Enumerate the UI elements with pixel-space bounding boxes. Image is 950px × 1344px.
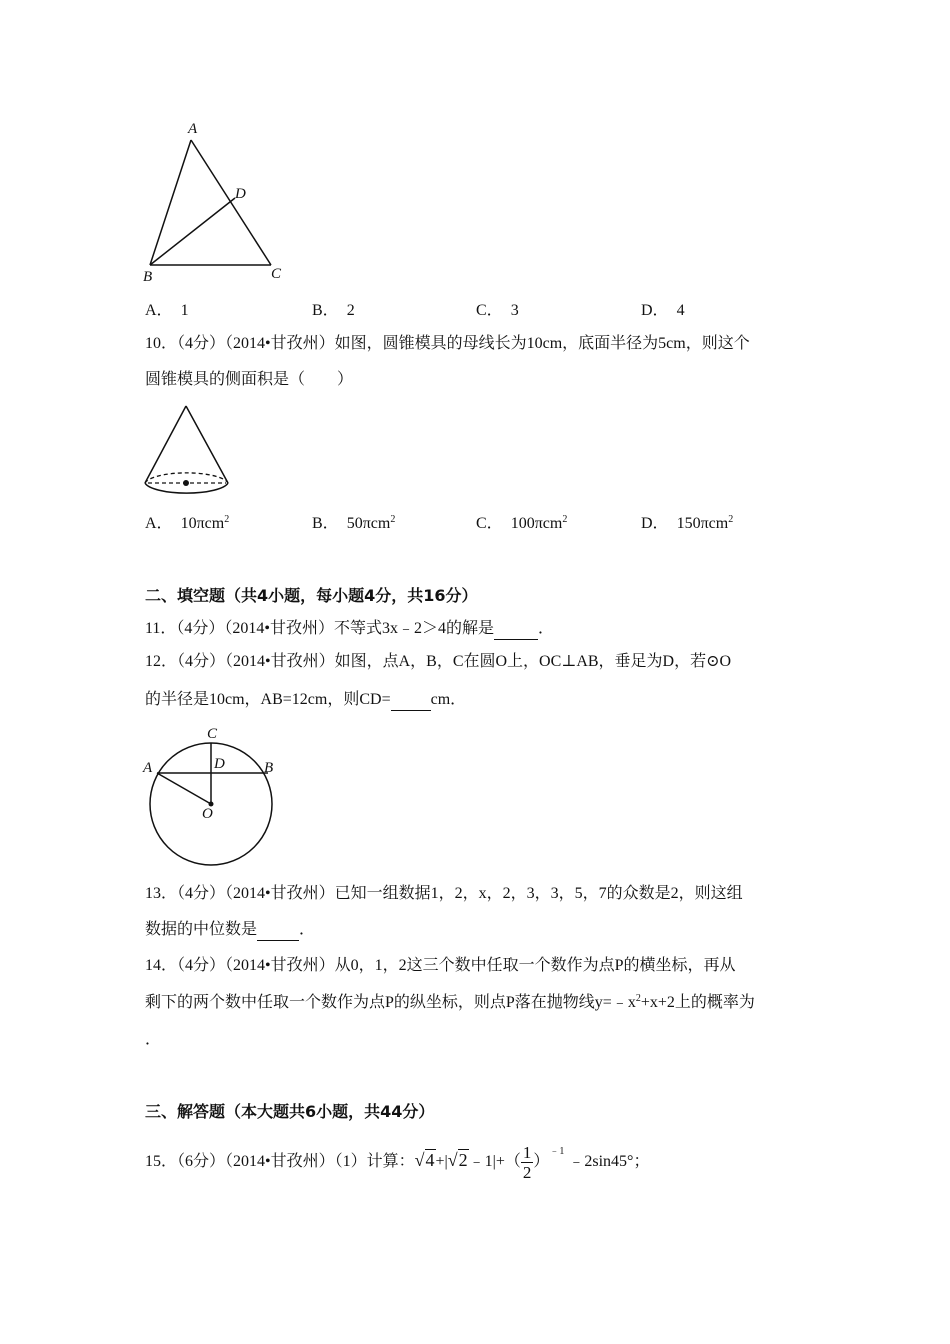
label-a: A xyxy=(143,760,153,776)
option-key: B． xyxy=(312,302,339,319)
option-value: 3 xyxy=(510,302,519,319)
cone-figure xyxy=(140,400,235,505)
cone-slant-left xyxy=(145,406,186,483)
option-key: C． xyxy=(476,302,503,319)
option-key: A． xyxy=(145,302,173,319)
sqrt-expression: √2 xyxy=(447,1150,468,1170)
q9-option-d xyxy=(641,301,685,321)
q15-line xyxy=(145,1142,649,1182)
option-value: 10πcm xyxy=(180,515,225,532)
fraction-denominator: 2 xyxy=(522,1162,532,1182)
section-3-title: 三、解答题（本大题共6小题，共44分） xyxy=(145,1102,435,1121)
triangle-side-ac xyxy=(191,140,271,265)
triangle-figure xyxy=(138,115,298,290)
option-exponent: 2 xyxy=(562,514,568,525)
option-value: 1 xyxy=(180,302,189,319)
radicand: 2 xyxy=(458,1150,468,1170)
radicand: 4 xyxy=(425,1150,435,1170)
label-b: B xyxy=(264,760,274,776)
q11-line xyxy=(145,619,554,640)
paren-close: ） xyxy=(533,1153,550,1170)
q10-option-a xyxy=(145,514,229,534)
exponent: ﹣1 xyxy=(549,1146,565,1157)
q9-option-a xyxy=(145,301,189,321)
option-key: D． xyxy=(641,302,669,319)
q9-option-c xyxy=(476,301,519,321)
label-o: O xyxy=(202,806,213,822)
q14-line3: ． xyxy=(145,1031,162,1048)
label-b: B xyxy=(143,269,153,285)
section-2-title: 二、填空题（共4小题，每小题4分，共16分） xyxy=(145,586,478,605)
segment-ao xyxy=(157,773,211,804)
sqrt-expression: √4 xyxy=(414,1150,435,1170)
option-value: 100πcm xyxy=(510,515,563,532)
q13-line2-pre: 数据的中位数是 xyxy=(145,921,258,938)
label-a: A xyxy=(188,121,198,137)
q14-exponent: 2 xyxy=(635,993,641,1004)
q12-line2-pre: 的半径是10cm，AB=12cm，则CD= xyxy=(145,691,391,708)
option-value: 4 xyxy=(676,302,685,319)
option-value: 2 xyxy=(346,302,355,319)
cone-slant-right xyxy=(186,406,228,483)
q10-option-b xyxy=(312,514,395,534)
triangle-side-ab xyxy=(150,140,191,265)
fraction xyxy=(521,1143,534,1182)
q13-line2 xyxy=(145,920,315,941)
option-key: C． xyxy=(476,515,503,532)
answer-blank[interactable] xyxy=(257,920,299,941)
label-d: D xyxy=(214,756,225,772)
q15-prefix: 15．（6分）（2014•甘孜州）（1）计算： xyxy=(145,1153,415,1170)
circle-figure xyxy=(140,722,285,867)
q14-line2 xyxy=(145,993,755,1013)
answer-blank[interactable] xyxy=(391,690,431,711)
segment-bd xyxy=(150,198,235,265)
q14-line2-post: +x+2上的概率为 xyxy=(640,994,755,1011)
plus-abs: +| xyxy=(435,1153,448,1170)
label-c: C xyxy=(271,266,282,282)
q12-line2 xyxy=(145,690,466,711)
q12-line1: 12．（4分）（2014•甘孜州）如图，点A，B，C在圆O上，OC⊥AB，垂足为D，若⊙O xyxy=(145,653,732,670)
q13-line1: 13．（4分）（2014•甘孜州）已知一组数据1，2，x，2，3，3，5，7的众数是2，则这组 xyxy=(145,885,743,902)
option-exponent: 2 xyxy=(728,514,734,525)
q10-line1: 10．（4分）（2014•甘孜州）如图，圆锥模具的母线长为10cm，底面半径为5cm，则这个 xyxy=(145,335,750,352)
q15-tail: ﹣2sin45°； xyxy=(568,1153,650,1170)
option-exponent: 2 xyxy=(224,514,230,525)
label-d: D xyxy=(235,186,246,202)
q12-line2-post: cm． xyxy=(430,691,467,708)
option-value: 50πcm xyxy=(346,515,391,532)
option-key: D． xyxy=(641,515,669,532)
answer-blank[interactable] xyxy=(494,619,538,640)
q14-line2-pre: 剩下的两个数中任取一个数作为点P的纵坐标，则点P落在抛物线y=﹣x xyxy=(145,994,636,1011)
option-key: B． xyxy=(312,515,339,532)
abs-rest: ﹣1|+（ xyxy=(468,1153,521,1170)
q9-option-b xyxy=(312,301,355,321)
label-c: C xyxy=(207,726,218,742)
q11-text: 11．（4分）（2014•甘孜州）不等式3x﹣2＞4的解是 xyxy=(145,620,495,637)
option-key: A． xyxy=(145,515,173,532)
cone-center-dot xyxy=(183,480,189,486)
option-value: 150πcm xyxy=(676,515,729,532)
q11-end: ． xyxy=(538,620,555,637)
q10-option-c xyxy=(476,514,567,534)
q10-line2: 圆锥模具的侧面积是（ ） xyxy=(145,371,354,388)
option-exponent: 2 xyxy=(390,514,396,525)
fraction-numerator: 1 xyxy=(522,1142,532,1162)
q10-option-d xyxy=(641,514,733,534)
q14-line1: 14．（4分）（2014•甘孜州）从0，1，2这三个数中任取一个数作为点P的横坐标，再从 xyxy=(145,957,736,974)
q13-line2-post: ． xyxy=(299,921,316,938)
